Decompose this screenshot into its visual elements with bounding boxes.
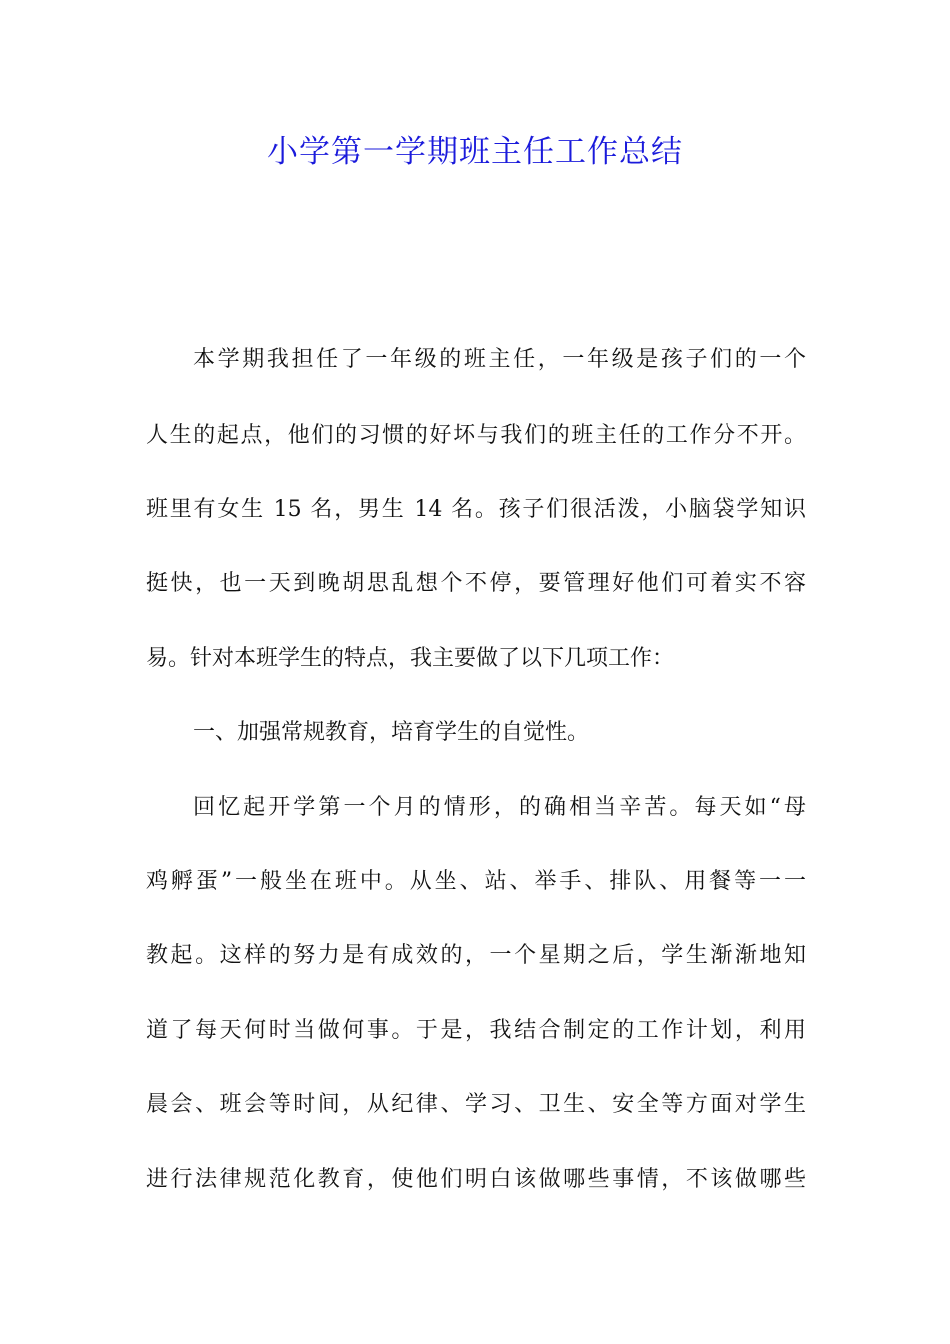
paragraph-line-7: 鸡孵蛋”一般坐在班中。从坐、站、举手、排队、用餐等一一	[146, 869, 806, 894]
paragraph-line-6: 回忆起开学第一个月的情形，的确相当辛苦。每天如“母	[193, 795, 806, 820]
paragraph-line-1: 本学期我担任了一年级的班主任，一年级是孩子们的一个	[193, 347, 806, 372]
paragraph-line-9: 道了每天何时当做何事。于是，我结合制定的工作计划，利用	[146, 1018, 806, 1043]
paragraph-line-10: 晨会、班会等时间，从纪律、学习、卫生、安全等方面对学生	[146, 1092, 806, 1117]
section-heading-1: 一、加强常规教育，培育学生的自觉性。	[193, 720, 590, 745]
paragraph-line-4: 挺快，也一天到晚胡思乱想个不停，要管理好他们可着实不容	[146, 571, 806, 596]
paragraph-line-11: 进行法律规范化教育，使他们明白该做哪些事情，不该做哪些	[146, 1167, 806, 1192]
paragraph-line-3: 班里有女生 15 名，男生 14 名。孩子们很活泼，小脑袋学知识	[146, 497, 806, 522]
paragraph-line-2: 人生的起点，他们的习惯的好坏与我们的班主任的工作分不开。	[146, 423, 806, 448]
document-title: 小学第一学期班主任工作总结	[267, 134, 683, 170]
paragraph-line-5: 易。针对本班学生的特点，我主要做了以下几项工作：	[146, 646, 675, 671]
paragraph-line-8: 教起。这样的努力是有成效的，一个星期之后，学生渐渐地知	[146, 943, 806, 968]
